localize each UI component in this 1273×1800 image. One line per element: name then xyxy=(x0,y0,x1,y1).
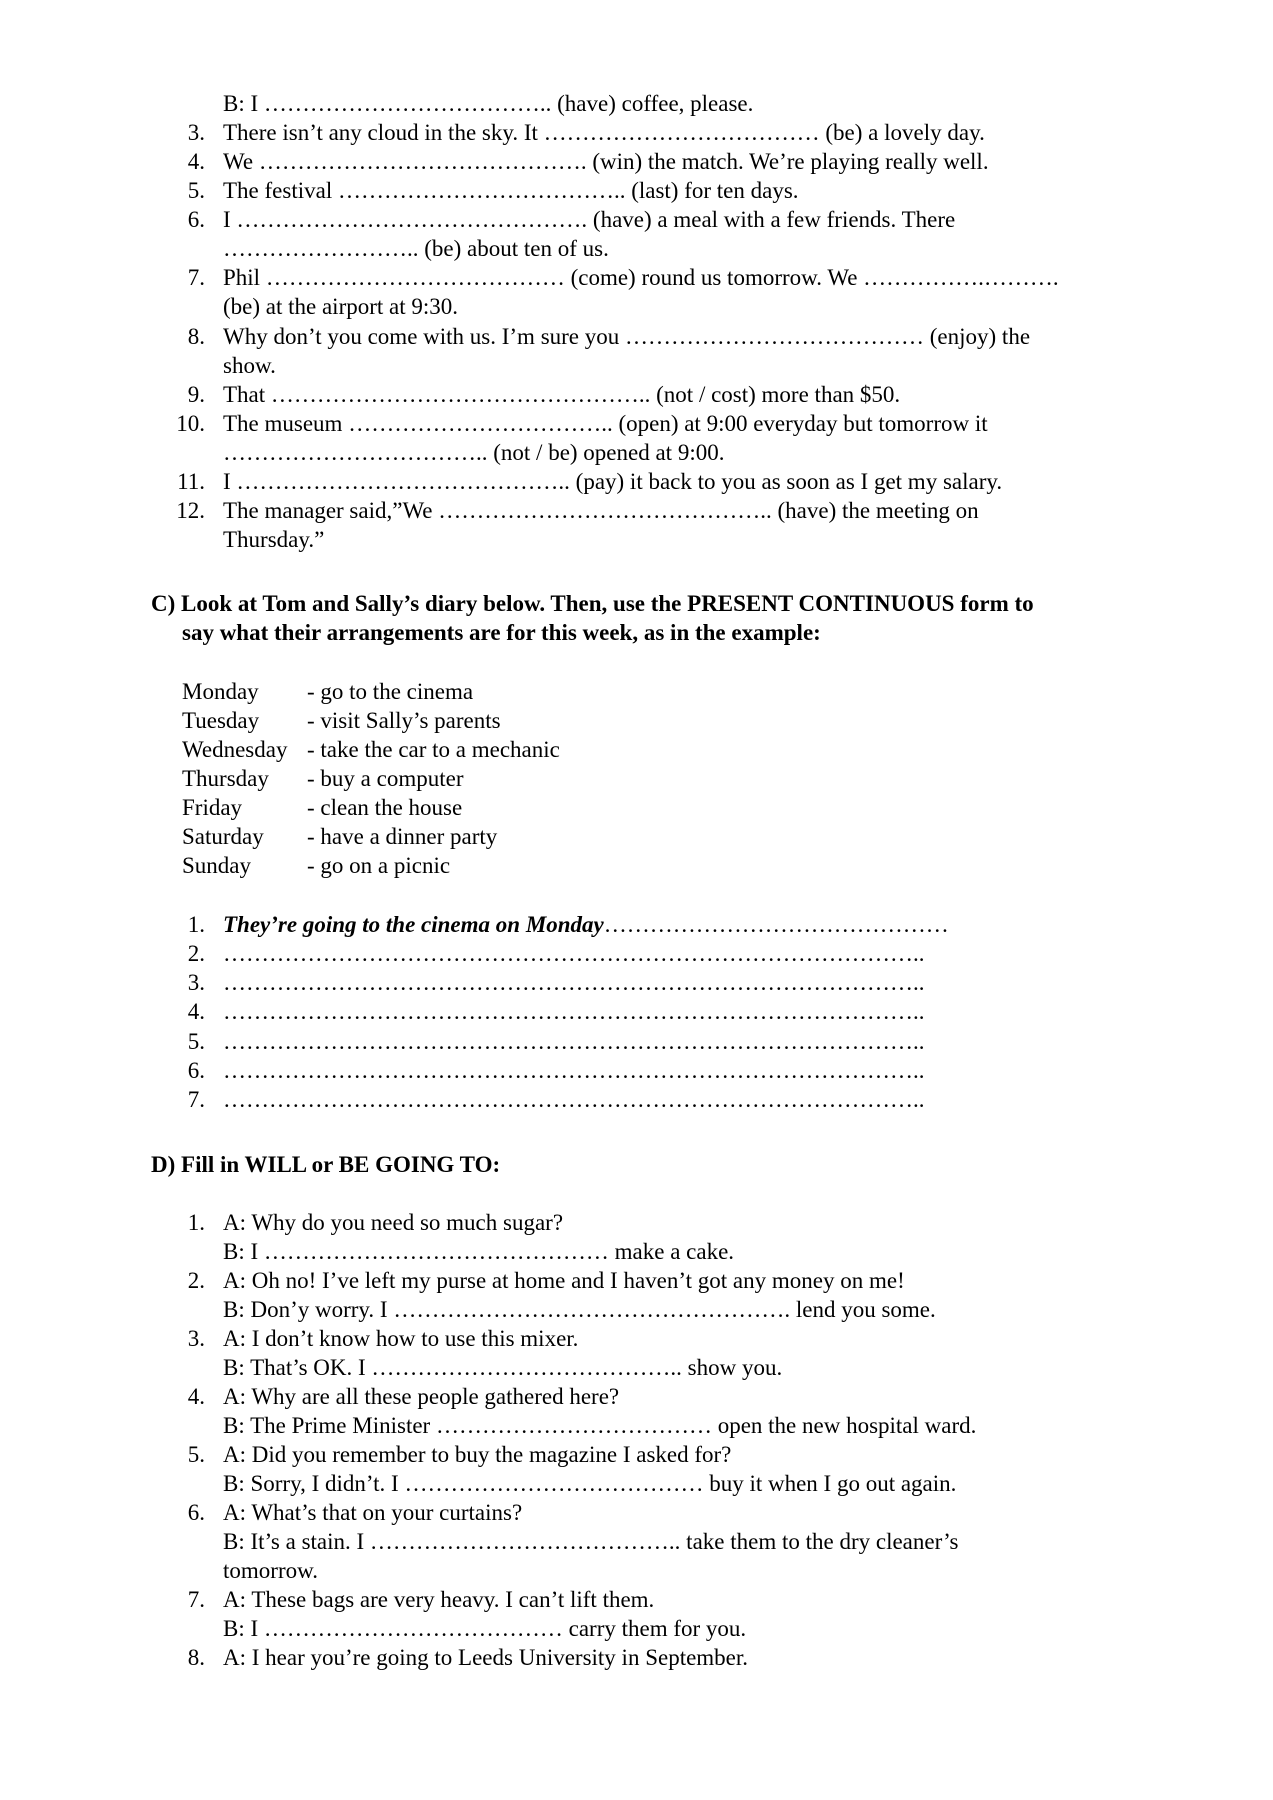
answer-blank: ……………………………………………………………………………….. xyxy=(223,999,925,1024)
item-number: 9. xyxy=(187,382,205,407)
item-number: 6. xyxy=(187,1500,205,1525)
diary-activity: - have a dinner party xyxy=(307,824,498,849)
item-number: 7. xyxy=(187,265,205,290)
example-sentence: They’re going to the cinema on Monday xyxy=(223,912,604,937)
answer-blank: ……………………………………………………………………………….. xyxy=(223,1087,925,1112)
item-number: 3. xyxy=(187,970,205,995)
dialogue-line: A: What’s that on your curtains? xyxy=(223,1500,523,1525)
answer-blank: ……………………………………………………………………………….. xyxy=(223,1058,925,1083)
diary-day: Saturday xyxy=(182,824,264,849)
item-number: 7. xyxy=(187,1087,205,1112)
item-number: 1. xyxy=(187,1210,205,1235)
exercise-line: …………………….. (be) about ten of us. xyxy=(223,236,609,261)
dialogue-line: B: The Prime Minister ……………………………… open the new hospital ward. xyxy=(223,1413,977,1438)
exercise-line: Thursday.” xyxy=(223,527,325,552)
item-number: 4. xyxy=(187,1384,205,1409)
exercise-line: (be) at the airport at 9:30. xyxy=(223,294,459,319)
diary-activity: - go to the cinema xyxy=(307,679,474,704)
exercise-line: The museum …………………………….. (open) at 9:00 everyday but tomorrow it xyxy=(223,411,988,436)
dialogue-line: B: It’s a stain. I ………………………………….. take them to the dry cleaner’s xyxy=(223,1529,959,1554)
diary-activity: - visit Sally’s parents xyxy=(307,708,501,733)
item-number: 8. xyxy=(187,1645,205,1670)
item-number: 5. xyxy=(187,178,205,203)
diary-day: Monday xyxy=(182,679,259,704)
exercise-line: The festival ……………………………….. (last) for ten days. xyxy=(223,178,799,203)
exercise-line: We ……………………………………. (win) the match. We’re playing really well. xyxy=(223,149,989,174)
item-number: 2. xyxy=(187,941,205,966)
exercise-line: I ………………………………………. (have) a meal with a few friends. There xyxy=(223,207,956,232)
dialogue-line: A: Why do you need so much sugar? xyxy=(223,1210,564,1235)
exercise-line: …………………………….. (not / be) opened at 9:00. xyxy=(223,440,725,465)
dialogue-line: B: That’s OK. I ………………………………….. show you. xyxy=(223,1355,783,1380)
diary-entry xyxy=(182,706,501,736)
exercise-line: There isn’t any cloud in the sky. It ……………………………… (be) a lovely day. xyxy=(223,120,985,145)
exercise-line: That ………………………………………….. (not / cost) more than $50. xyxy=(223,382,901,407)
item-number: 6. xyxy=(187,1058,205,1083)
item-number: 8. xyxy=(187,324,205,349)
item-number: 5. xyxy=(187,1029,205,1054)
example-answer xyxy=(223,910,949,940)
diary-entry xyxy=(182,822,497,852)
diary-day: Sunday xyxy=(182,853,251,878)
dialogue-line: A: Did you remember to buy the magazine I asked for? xyxy=(223,1442,732,1467)
diary-day: Tuesday xyxy=(182,708,260,733)
dialogue-line: A: These bags are very heavy. I can’t lift them. xyxy=(223,1587,655,1612)
answer-blank: ……………………………………………………………………………….. xyxy=(223,941,925,966)
exercise-line: show. xyxy=(223,353,276,378)
item-number: 1. xyxy=(187,912,205,937)
dialogue-line: B: I ………………………………… carry them for you. xyxy=(223,1616,747,1641)
diary-activity: - go on a picnic xyxy=(307,853,451,878)
item-number: 6. xyxy=(187,207,205,232)
dialogue-line: B: Don’y worry. I ……………………………………………. lend you some. xyxy=(223,1297,936,1322)
diary-day: Wednesday xyxy=(182,737,288,762)
diary-entry xyxy=(182,793,462,823)
exercise-line: Phil ………………………………… (come) round us tomorrow. We …………….………. xyxy=(223,265,1059,290)
answer-blank: ……………………………………………………………………………….. xyxy=(223,1029,925,1054)
dialogue-line: A: Oh no! I’ve left my purse at home and I haven’t got any money on me! xyxy=(223,1268,905,1293)
diary-activity: - buy a computer xyxy=(307,766,464,791)
dialogue-line: A: I don’t know how to use this mixer. xyxy=(223,1326,579,1351)
dialogue-line: B: Sorry, I didn’t. I ………………………………… buy it when I go out again. xyxy=(223,1471,957,1496)
diary-activity: - clean the house xyxy=(307,795,463,820)
diary-entry xyxy=(182,851,450,881)
item-number: 11. xyxy=(177,469,205,494)
item-number: 4. xyxy=(187,999,205,1024)
diary-day: Friday xyxy=(182,795,243,820)
exercise-line: B: I ……………………………….. (have) coffee, please. xyxy=(223,91,754,116)
item-number: 7. xyxy=(187,1587,205,1612)
item-number: 5. xyxy=(187,1442,205,1467)
diary-activity: - take the car to a mechanic xyxy=(307,737,560,762)
exercise-line: The manager said,”We …………………………………….. (have) the meeting on xyxy=(223,498,979,523)
section-d-heading: D) Fill in WILL or BE GOING TO: xyxy=(151,1152,501,1177)
exercise-line: Why don’t you come with us. I’m sure you ………………………………… (enjoy) the xyxy=(223,324,1031,349)
exercise-line: I …………………………………….. (pay) it back to you as soon as I get my salary. xyxy=(223,469,1003,494)
dialogue-line: tomorrow. xyxy=(223,1558,318,1583)
item-number: 2. xyxy=(187,1268,205,1293)
dialogue-line: A: Why are all these people gathered here? xyxy=(223,1384,620,1409)
item-number: 3. xyxy=(187,120,205,145)
diary-entry xyxy=(182,735,560,765)
answer-blank: ……………………………………………………………………………….. xyxy=(223,970,925,995)
diary-entry xyxy=(182,677,473,707)
diary-day: Thursday xyxy=(182,766,269,791)
dialogue-line: B: I ……………………………………… make a cake. xyxy=(223,1239,735,1264)
item-number: 12. xyxy=(176,498,205,523)
section-c-heading-cont: say what their arrangements are for this week, as in the example: xyxy=(182,620,821,645)
item-number: 4. xyxy=(187,149,205,174)
section-c-heading: C) Look at Tom and Sally’s diary below. Then, use the PRESENT CONTINUOUS form to xyxy=(151,591,1034,616)
answer-dots: ……………………………………… xyxy=(603,912,949,937)
item-number: 10. xyxy=(176,411,205,436)
diary-entry xyxy=(182,764,463,794)
item-number: 3. xyxy=(187,1326,205,1351)
dialogue-line: A: I hear you’re going to Leeds University in September. xyxy=(223,1645,749,1670)
